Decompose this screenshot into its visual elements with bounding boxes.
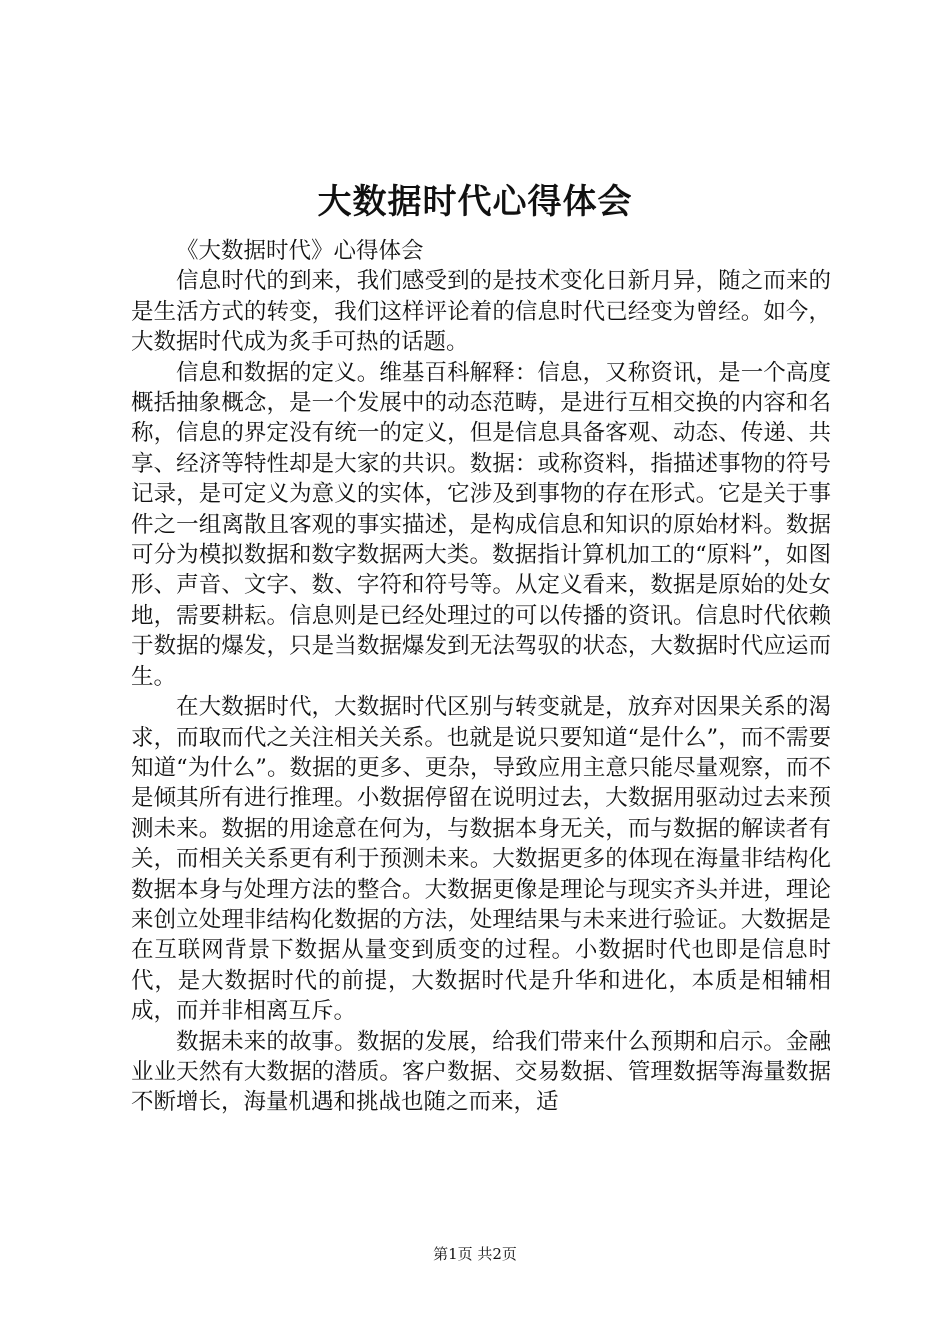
paragraph-data-future: 数据未来的故事。数据的发展，给我们带来什么预期和启示。金融业业天然有大数据的潜质。客户数据、交易数据、管理数据等海量数据不断增长，海量机遇和挑战也随之而来，适: [131, 1028, 831, 1116]
page-number: 第1页 共2页: [433, 1245, 517, 1263]
document-body: [131, 236, 831, 1118]
subtitle: 《大数据时代》心得体会: [176, 238, 424, 264]
page-title: 大数据时代心得体会: [317, 182, 633, 222]
paragraph-intro: 信息时代的到来，我们感受到的是技术变化日新月异，随之而来的是生活方式的转变，我们这样评论着的信息时代已经变为曾经。如今，大数据时代成为炙手可热的话题。: [131, 268, 831, 356]
paragraph-definitions: 信息和数据的定义。维基百科解释：信息，又称资讯，是一个高度概括抽象概念，是一个发展中的动态范畴，是进行互相交换的内容和名称，信息的界定没有统一的定义，但是信息具备客观、动态、传递、共享、经济等特性却是大家的共识。数据：或称资料，指描述事物的符号记录，是可定义为意义的实体，它涉及到事物的存在形式。它是关于事件之一组离散且客观的事实描述，是构成信息和知识的原始材料。数据可分为模拟数据和数字数据两大类。数据指计算机加工的“原料”，如图形、声音、文字、数、字符和符号等。从定义看来，数据是原始的处女地，需要耕耘。信息则是已经处理过的可以传播的资讯。信息时代依赖于数据的爆发，只是当数据爆发到无法驾驭的状态，大数据时代应运而生。: [131, 359, 831, 690]
paragraph-big-data-era: 在大数据时代，大数据时代区别与转变就是，放弃对因果关系的渴求，而取而代之关注相关关系。也就是说只要知道“是什么”，而不需要知道“为什么”。数据的更多、更杂，导致应用主意只能尽量观察，而不是倾其所有进行推理。小数据停留在说明过去，大数据用驱动过去来预测未来。数据的用途意在何为，与数据本身无关，而与数据的解读者有关，而相关关系更有利于预测未来。大数据更多的体现在海量非结构化数据本身与处理方法的整合。大数据更像是理论与现实齐头并进，理论来创立处理非结构化数据的方法，处理结果与未来进行验证。大数据是在互联网背景下数据从量变到质变的过程。小数据时代也即是信息时代，是大数据时代的前提，大数据时代是升华和进化，本质是相辅相成，而并非相离互斥。: [131, 694, 831, 1025]
